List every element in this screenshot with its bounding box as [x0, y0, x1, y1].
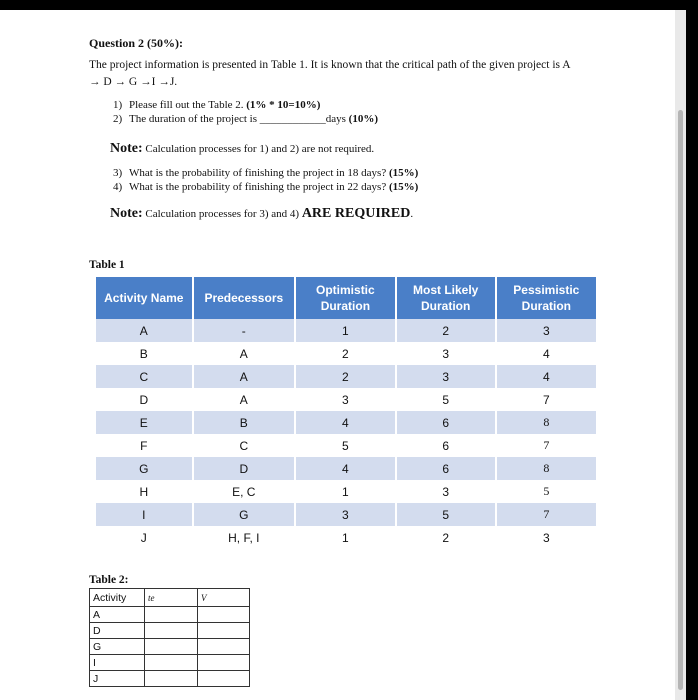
- table-row: [90, 671, 250, 687]
- cell: 2: [295, 365, 396, 388]
- list-item: 1) Please fill out the Table 2. (1% * 10=10%): [113, 99, 321, 111]
- cell: 1: [295, 319, 396, 342]
- table-row: [90, 655, 250, 671]
- cell: A: [193, 365, 295, 388]
- v-input-cell[interactable]: [198, 671, 250, 687]
- table-row: [96, 457, 596, 480]
- cell: 3: [396, 365, 496, 388]
- cell: D: [193, 457, 295, 480]
- table1: [96, 277, 596, 549]
- cell: B: [96, 342, 193, 365]
- cell: 5: [496, 480, 596, 503]
- scrollbar-thumb[interactable]: [678, 110, 683, 690]
- intro-line-1: The project information is presented in Table 1. It is known that the critical path of the given project is A: [89, 59, 571, 71]
- question-intro: [89, 57, 629, 91]
- cell: 6: [396, 457, 496, 480]
- cell: D: [96, 388, 193, 411]
- cell: 4: [295, 457, 396, 480]
- table-row: [96, 411, 596, 434]
- cell: E: [96, 411, 193, 434]
- window-top-border: [0, 0, 698, 10]
- cell: A: [193, 388, 295, 411]
- table-row: [90, 623, 250, 639]
- table-row: [96, 342, 596, 365]
- question-list-part-2: [113, 166, 418, 194]
- question-list-part-1: [113, 98, 378, 126]
- note-2: Note: Calculation processes for 3) and 4) ARE REQUIRED.: [110, 206, 414, 221]
- te-input-cell[interactable]: [145, 607, 198, 623]
- table2-label: Table 2:: [89, 574, 129, 586]
- te-input-cell[interactable]: [145, 639, 198, 655]
- table-row: [96, 503, 596, 526]
- header-te: te: [145, 589, 198, 607]
- table-header-row: [90, 589, 250, 607]
- v-input-cell[interactable]: [198, 607, 250, 623]
- cell: 3: [496, 319, 596, 342]
- cell: G: [193, 503, 295, 526]
- v-input-cell[interactable]: [198, 623, 250, 639]
- cell: H, F, I: [193, 526, 295, 549]
- cell: 7: [496, 388, 596, 411]
- cell: 5: [396, 388, 496, 411]
- table-row: [96, 480, 596, 503]
- v-input-cell[interactable]: [198, 655, 250, 671]
- cell: 8: [496, 411, 596, 434]
- cell: C: [96, 365, 193, 388]
- intro-line-2: → D → G →I →J.: [89, 76, 178, 88]
- cell: 1: [295, 480, 396, 503]
- te-input-cell[interactable]: [145, 671, 198, 687]
- cell: D: [90, 623, 145, 639]
- cell: J: [96, 526, 193, 549]
- cell: 3: [295, 503, 396, 526]
- table-row: [96, 388, 596, 411]
- table-row: [90, 607, 250, 623]
- list-item: 2) The duration of the project is ____________days (10%): [113, 113, 378, 125]
- cell: G: [90, 639, 145, 655]
- cell: 6: [396, 411, 496, 434]
- cell: A: [193, 342, 295, 365]
- cell: 6: [396, 434, 496, 457]
- cell: 3: [295, 388, 396, 411]
- cell: 2: [396, 319, 496, 342]
- table-row: [96, 319, 596, 342]
- table-row: [90, 639, 250, 655]
- question-heading: Question 2 (50%):: [89, 36, 183, 50]
- header-optimistic: Optimistic Duration: [295, 277, 396, 319]
- cell: 5: [396, 503, 496, 526]
- table1-label: Table 1: [89, 259, 125, 271]
- list-item: 3) What is the probability of finishing the project in 18 days? (15%): [113, 167, 419, 179]
- cell: A: [96, 319, 193, 342]
- header-v: V: [198, 589, 250, 607]
- window-right-border: [686, 0, 698, 700]
- te-input-cell[interactable]: [145, 623, 198, 639]
- table-header-row: [96, 277, 596, 319]
- cell: I: [96, 503, 193, 526]
- cell: H: [96, 480, 193, 503]
- cell: E, C: [193, 480, 295, 503]
- header-activity: Activity: [90, 589, 145, 607]
- cell: 3: [496, 526, 596, 549]
- cell: A: [90, 607, 145, 623]
- cell: 8: [496, 457, 596, 480]
- table2: [89, 588, 250, 687]
- table-row: [96, 365, 596, 388]
- cell: G: [96, 457, 193, 480]
- cell: B: [193, 411, 295, 434]
- header-most-likely: Most Likely Duration: [396, 277, 496, 319]
- cell: C: [193, 434, 295, 457]
- cell: 3: [396, 480, 496, 503]
- table-row: [96, 526, 596, 549]
- cell: 3: [396, 342, 496, 365]
- v-input-cell[interactable]: [198, 639, 250, 655]
- cell: 1: [295, 526, 396, 549]
- cell: 2: [396, 526, 496, 549]
- cell: J: [90, 671, 145, 687]
- cell: 4: [295, 411, 396, 434]
- list-item: 4) What is the probability of finishing the project in 22 days? (15%): [113, 181, 419, 193]
- cell: 7: [496, 503, 596, 526]
- te-input-cell[interactable]: [145, 655, 198, 671]
- header-activity-name: Activity Name: [96, 277, 193, 319]
- table-row: [96, 434, 596, 457]
- cell: 5: [295, 434, 396, 457]
- cell: 7: [496, 434, 596, 457]
- header-pessimistic: Pessimistic Duration: [496, 277, 596, 319]
- cell: 2: [295, 342, 396, 365]
- note-1: Note: Calculation processes for 1) and 2) are not required.: [110, 141, 375, 156]
- cell: -: [193, 319, 295, 342]
- cell: F: [96, 434, 193, 457]
- cell: I: [90, 655, 145, 671]
- cell: 4: [496, 365, 596, 388]
- cell: 4: [496, 342, 596, 365]
- header-predecessors: Predecessors: [193, 277, 295, 319]
